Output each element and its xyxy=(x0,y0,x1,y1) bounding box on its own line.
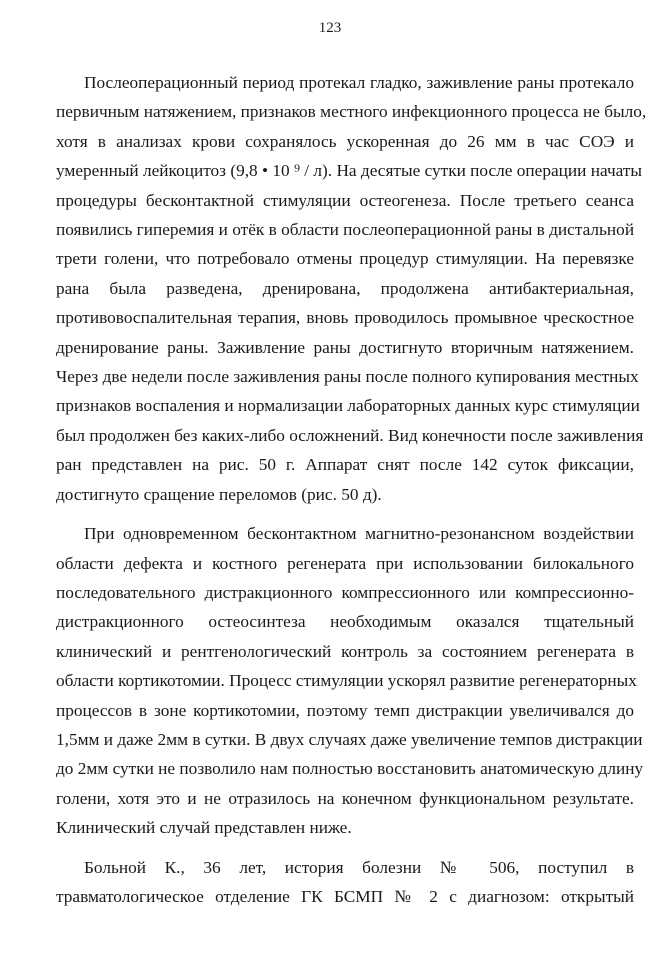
page-number: 123 xyxy=(318,20,342,36)
text-line: При одновременном бесконтактном магнитно-резонансном воздействии xyxy=(84,524,634,544)
text-line: был продолжен без каких-либо осложнений. Вид конечности после заживления xyxy=(56,425,644,445)
text-line: появились гиперемия и отёк в области послеоперационной раны в дистальной xyxy=(56,220,635,240)
text-line: Послеоперационный период протекал гладко, заживление раны протекало xyxy=(84,73,634,92)
paragraph-case xyxy=(56,853,634,912)
text-line: противовоспалительная терапия, вновь проводилось промывное чрескостное xyxy=(56,308,634,328)
text-line: дренирование раны. Заживление раны достигнуто вторичным натяжением. xyxy=(56,337,634,357)
text-line: травматологическое отделение ГК БСМП № 2 с диагнозом: открытый xyxy=(56,886,634,906)
text-line: умеренный лейкоцитоз (9,8 • 10 ⁹ / л). На десятые сутки после операции начаты xyxy=(56,161,643,181)
text-line: трети голени, что потребовало отмены процедур стимуляции. На перевязке xyxy=(56,249,634,269)
text-line: рана была разведена, дренирована, продолжена антибактериальная, xyxy=(56,278,634,298)
text-line: процедуры бесконтактной стимуляции остеогенеза. После третьего сеанса xyxy=(56,190,634,210)
text-line: дистракционного остеосинтеза необходимым оказался тщательный xyxy=(56,612,634,632)
text-line: клинический и рентгенологический контроль за состоянием регенерата в xyxy=(56,641,634,661)
text-line: до 2мм сутки не позволило нам полностью восстановить анатомическую длину xyxy=(56,759,644,779)
text-line: процессов в зоне кортикотомии, поэтому темп дистракции увеличивался до xyxy=(56,700,634,720)
text-line: достигнуто сращение переломов (рис. 50 д). xyxy=(56,484,382,504)
text-line: области дефекта и костного регенерата при использовании билокального xyxy=(56,553,634,573)
text-line: хотя в анализах крови сохранялось ускоренная до 26 мм в час СОЭ и xyxy=(56,131,634,151)
text-line: первичным натяжением, признаков местного инфекционного процесса не было, xyxy=(56,102,647,122)
text-line: Через две недели после заживления раны после полного купирования местных xyxy=(56,367,639,387)
text-line: ран представлен на рис. 50 г. Аппарат снят после 142 суток фиксации, xyxy=(56,455,634,475)
text-line: признаков воспаления и нормализации лабораторных данных курс стимуляции xyxy=(56,396,640,416)
paragraph-stimulation xyxy=(56,519,644,842)
text-line: области кортикотомии. Процесс стимуляции ускорял развитие регенераторных xyxy=(56,671,637,691)
text-line: последовательного дистракционного компрессионного или компрессионно- xyxy=(56,582,634,602)
text-line: голени, хотя это и не отразилось на конечном функциональном результате. xyxy=(56,788,634,808)
text-line: Больной К., 36 лет, история болезни № 506, поступил в xyxy=(84,857,634,877)
text-line: 1,5мм и даже 2мм в сутки. В двух случаях даже увеличение темпов дистракции xyxy=(56,729,643,749)
body-text xyxy=(56,68,647,921)
text-line: Клинический случай представлен ниже. xyxy=(56,818,352,838)
paragraph-postoperative xyxy=(56,68,647,509)
